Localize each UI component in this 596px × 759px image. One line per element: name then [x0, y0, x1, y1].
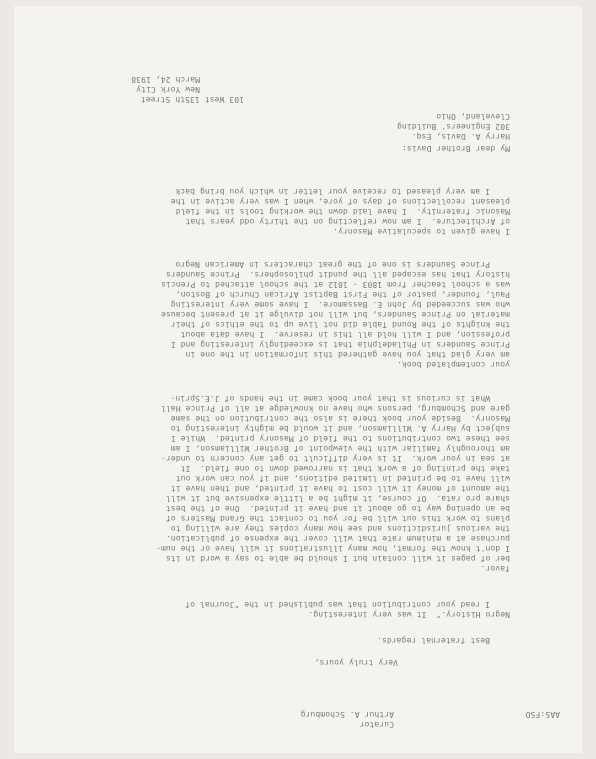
recipient-line-2: 302 Engineers' Building: [396, 122, 510, 131]
paragraph-3-line-11: share pro rata. Of course, it might be a little expensive but it will: [165, 494, 510, 503]
paragraph-1-line-3: Masonic fraternity. I have laid down the working tools in the field: [175, 207, 510, 216]
recipient-line-1: Harry A. Davis, Esq.: [411, 132, 510, 141]
paragraph-3-line-13: plans to work this out will be for you to contact the Grand Masters of: [165, 514, 510, 523]
recipient-line-3: Cleveland, Ohio: [436, 112, 510, 121]
paragraph-3-line-3: Masonry. Beside your book there is also the contribution on the same: [170, 414, 510, 423]
paragraph-3-line-8: take the printing of a work that is narrowed down to one field. It: [180, 464, 510, 473]
paragraph-2-line-5: who was succeeded by John E. Bassamore. I have some very interesting: [170, 300, 510, 309]
paragraph-3-line-16: I don't know the format, how many illustrations it will have or the num-: [156, 544, 510, 553]
paragraph-3-line-17: ber of pages it will contain but I should be able to say a word in its: [165, 554, 510, 563]
sender-address-line-1: 103 West 135th Street: [140, 95, 244, 104]
paragraph-2-line-7: the knights of the Round Table did not live up to the ethics of their: [170, 320, 510, 329]
signature-title: Curator: [359, 720, 394, 729]
paragraph-2-line-8: profession, and I will hold all this in reserve. I have data about: [180, 330, 510, 339]
paragraph-3-line-7: at sea in your work. It is very difficult to get any concern to under-: [160, 454, 510, 463]
sender-address-line-2: New York City: [136, 85, 200, 94]
paragraph-2-line-2: history that has escaped all the pundit philosophers. Prince Saunders: [165, 270, 510, 279]
paragraph-4-line-2: Negro History." It was very interesting.: [308, 610, 510, 619]
paragraph-1-line-5: I have given to speculative Masonry.: [333, 227, 510, 236]
paragraph-3-line-5: see these two contributions to the field of Masonry printed. While I: [170, 434, 510, 443]
paragraph-3-line-6: am thoroughly familiar with the viewpoint of Brother Williamson, I am: [170, 444, 510, 453]
regards: Best fraternal regards.: [376, 636, 490, 645]
paragraph-2-line-1: Prince Saunders is one of the great characters in American Negro: [175, 260, 490, 269]
paragraph-2-line-9: Prince Saunders in Philadelphia that is exceedingly interesting and I: [170, 340, 510, 349]
paragraph-3-line-12: be an opening way to go about it and have it printed. One of the best: [165, 504, 510, 513]
paragraph-2-line-11: your contemplated book.: [396, 360, 510, 369]
paragraph-3-line-1: What is curious is that your book came in the hands of J.E.Sprin-: [170, 394, 490, 403]
paragraph-2-line-10: am very glad that you have gathered this information in the one in: [185, 350, 510, 359]
paragraph-3-line-10: the amount of money it will cost to have it printed, and then have it: [170, 484, 510, 493]
paragraph-2-line-3: was a school teacher from 1803 - 1812 at the school attached to Prencis: [160, 280, 510, 289]
salutation: My dear Brother Davis:: [401, 144, 510, 153]
sender-address-line-3: March 24, 1938: [131, 75, 200, 84]
paragraph-3-line-2: gare and Schomburg, persons who have no knowledge at all of Prince Hall: [160, 404, 510, 413]
paragraph-1-line-1: I am very pleased to receive your letter in which you bring back: [175, 187, 490, 196]
paragraph-3-line-18: favor.: [480, 564, 510, 573]
signature-name: Arthur A. Schomburg: [300, 710, 394, 719]
paragraph-3-line-14: the various jurisdictions and see how many copies they are willing to: [170, 524, 510, 533]
paragraph-1-line-4: of Architecture. I am now reflecting on the thirty odd years that: [185, 217, 510, 226]
closing: Very truly yours,: [314, 658, 398, 667]
paragraph-3-line-4: subject by Harry A. Williamson, and it would be mighty interesting to: [170, 424, 510, 433]
typist-initials: AAS:FSO: [525, 710, 560, 719]
paragraph-4-line-1: I read your contribution that was published in the "Journal of: [185, 600, 490, 609]
paragraph-2-line-4: Paul, founder, pastor of the First Baptist African Church of Boston,: [175, 290, 510, 299]
paragraph-2-line-6: material on Prince Saunders, but will not divulge it at present because: [160, 310, 510, 319]
paragraph-3-line-15: purchase at a minimum rate that will cover the expense of publication.: [165, 534, 510, 543]
paragraph-1-line-2: pleasant recollections of days of yore, when I was very active in the: [170, 197, 510, 206]
paragraph-3-line-9: will have to be printed in limited editions, and if you can work out: [175, 474, 510, 483]
